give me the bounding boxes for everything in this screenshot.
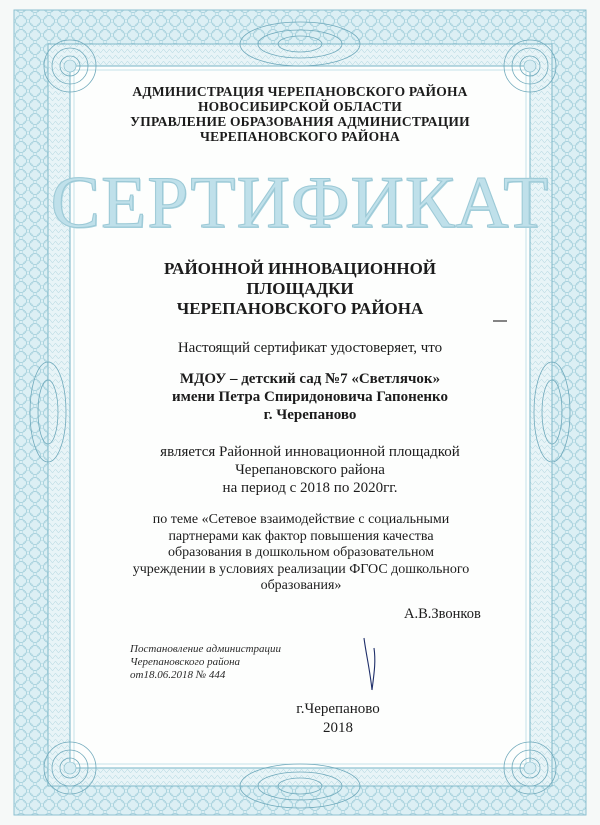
- decree-line: Постановление администрации: [130, 643, 282, 655]
- header-line: НОВОСИБИРСКОЙ ОБЛАСТИ: [197, 99, 403, 114]
- decree-line: от18.06.2018 № 444: [130, 669, 226, 681]
- certifies-text: Настоящий сертификат удостоверяет, что: [177, 340, 443, 356]
- header-line: АДМИНИСТРАЦИЯ ЧЕРЕПАНОВСКОГО РАЙОНА: [132, 84, 468, 99]
- theme-line: образования в дошкольном образовательном: [167, 545, 435, 560]
- issue-city: г.Черепаново: [296, 701, 380, 717]
- status-statement: [10, 443, 600, 497]
- platform-title: [150, 259, 450, 319]
- handwritten-signature: [350, 634, 390, 694]
- theme-line: по теме «Сетевое взаимодействие с социальными: [152, 512, 450, 527]
- theme-line: партнерами как фактор повышения качества: [168, 528, 434, 544]
- header-line: ЧЕРЕПАНОВСКОГО РАЙОНА: [200, 129, 400, 144]
- theme-line: образования»: [260, 578, 342, 593]
- organization-line: МДОУ – детский сад №7 «Светлячок»: [179, 371, 441, 387]
- status-line: является Районной инновационной площадкой: [160, 444, 460, 460]
- pen-mark: [492, 318, 508, 324]
- organization-line: имени Петра Спиридоновича Гапоненко: [172, 389, 448, 405]
- decree-line: Черепановского района: [130, 656, 241, 668]
- issue-year: 2018: [323, 720, 353, 736]
- platform-line: ЧЕРЕПАНОВСКОГО РАЙОНА: [176, 299, 424, 318]
- status-line: на период с 2018 по 2020гг.: [222, 480, 398, 496]
- status-line: Черепановского района: [235, 462, 385, 478]
- theme-line: учреждении в условиях реализации ФГОС дошкольного: [132, 561, 470, 577]
- certificate-title: СЕРТИФИКАТ: [50, 162, 550, 244]
- header-line: УПРАВЛЕНИЕ ОБРАЗОВАНИЯ АДМИНИСТРАЦИИ: [130, 114, 470, 129]
- platform-line: РАЙОННОЙ ИННОВАЦИОННОЙ: [163, 259, 437, 278]
- signer-name: А.В.Звонков: [404, 606, 481, 622]
- issue-place-year: [38, 700, 600, 738]
- platform-line: ПЛОЩАДКИ: [246, 279, 354, 298]
- theme-statement: [126, 512, 476, 595]
- decree-reference: [130, 643, 281, 682]
- organization-name: [10, 370, 600, 424]
- organization-line: г. Черепаново: [263, 407, 357, 423]
- issuer-header: [0, 84, 600, 144]
